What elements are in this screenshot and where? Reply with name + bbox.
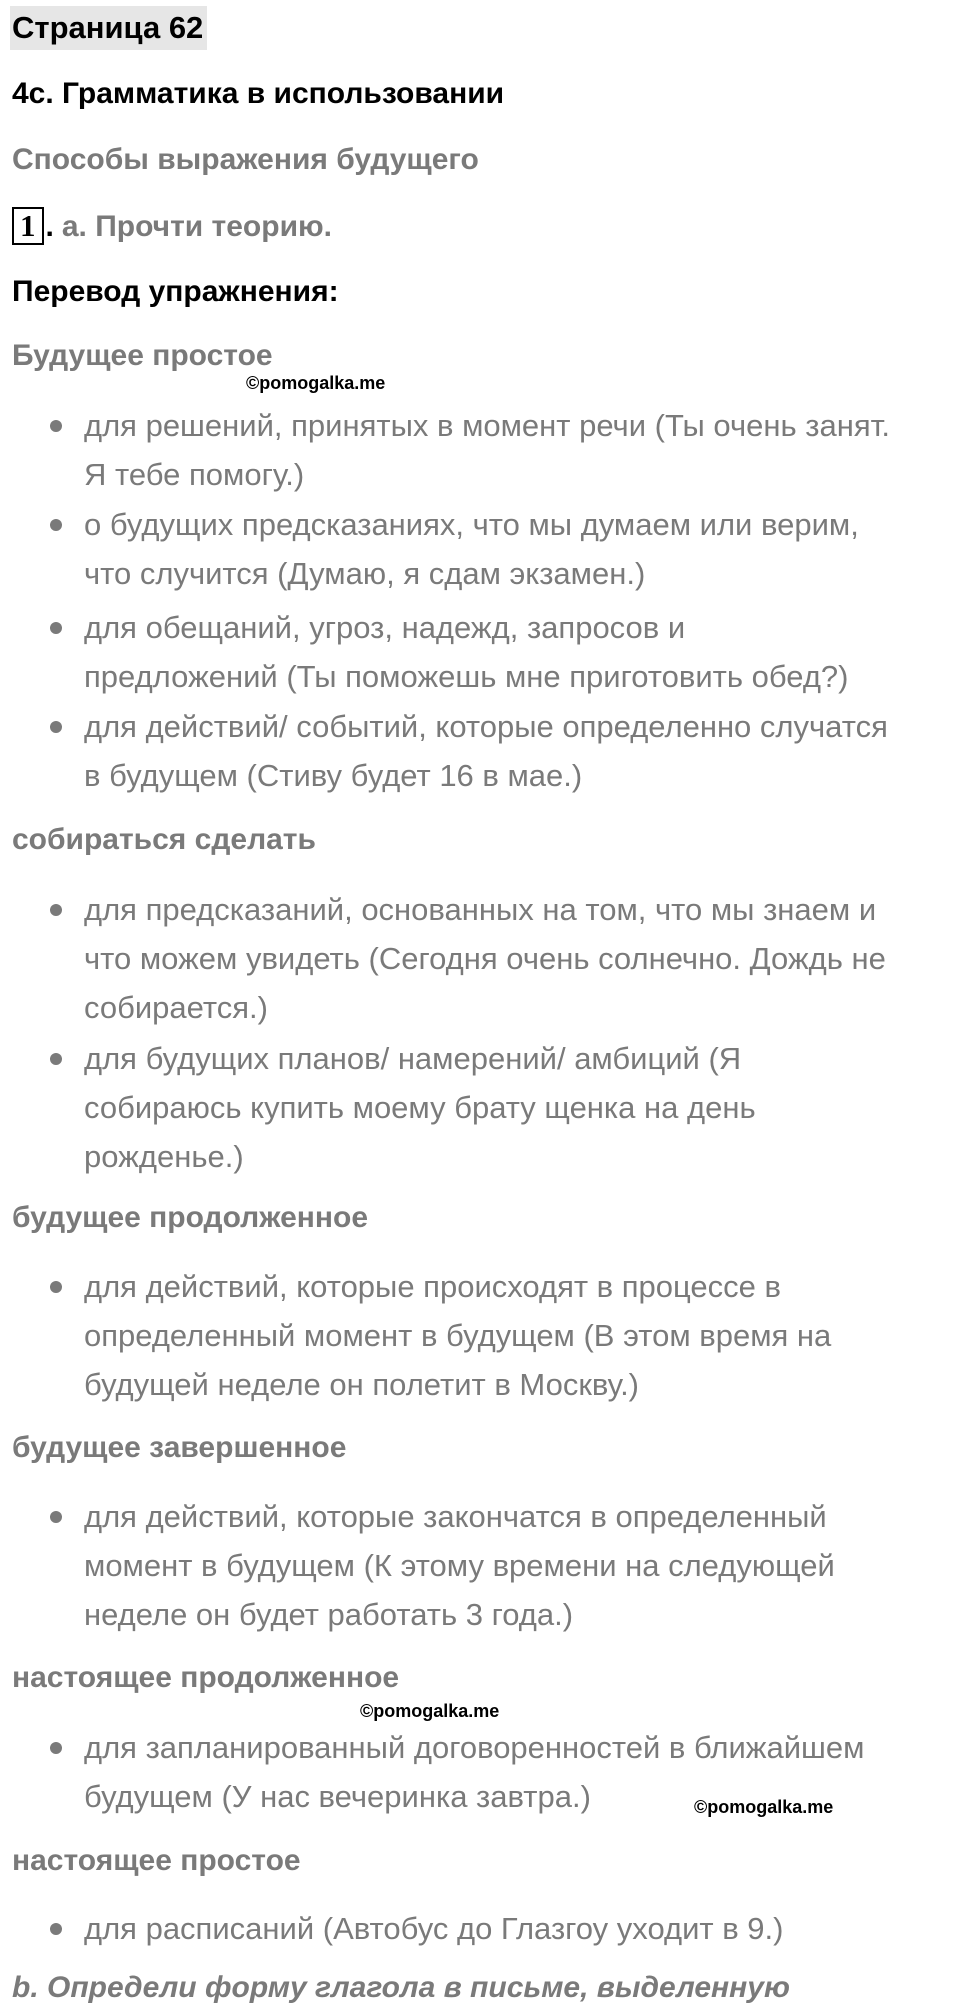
task-number-box: 1 — [12, 207, 44, 245]
list-item-line: для действий/ событий, которые определенно случатся — [84, 709, 888, 744]
list-item-line: для запланированный договоренностей в ближайшем — [84, 1730, 865, 1765]
section-title: Способы выражения будущего — [12, 143, 479, 176]
list-item-line: для обещаний, угроз, надежд, запросов и — [84, 610, 686, 645]
list-item-line: о будущих предсказаниях, что мы думаем или верим, — [84, 507, 859, 542]
list-item — [84, 603, 954, 701]
list-item-line: для предсказаний, основанных на том, что мы знаем и — [84, 892, 877, 927]
list-item-line: неделе он будет работать 3 года.) — [84, 1597, 574, 1632]
section-heading: настоящее простое — [12, 1844, 301, 1877]
section-heading: будущее завершенное — [12, 1431, 347, 1464]
list-item-line: для решений, принятых в момент речи (Ты очень занят. — [84, 408, 890, 443]
list-item-line: для действий, которые происходят в процессе в — [84, 1269, 781, 1304]
list-item-line: определенный момент в будущем (В этом время на — [84, 1318, 832, 1353]
list-item-line: момент в будущем (К этому времени на следующей — [84, 1548, 835, 1583]
list-item-line: Я тебе помогу.) — [84, 457, 305, 492]
page-number-label: Страница 62 — [10, 6, 207, 50]
list-item-line: предложений (Ты поможешь мне приготовить обед?) — [84, 659, 849, 694]
list-item — [84, 1904, 954, 1953]
section-heading: собираться сделать — [12, 823, 316, 856]
list-item — [84, 1492, 954, 1639]
list-item-line: что случится (Думаю, я сдам экзамен.) — [84, 556, 646, 591]
list-item-line: что можем увидеть (Сегодня очень солнечно. Дождь не — [84, 941, 886, 976]
list-item — [84, 401, 954, 499]
list-item — [84, 1262, 954, 1409]
watermark: ©pomogalka.me — [246, 373, 386, 393]
section-heading: будущее продолженное — [12, 1201, 369, 1234]
list-item-line: для будущих планов/ намерений/ амбиций (Я — [84, 1041, 742, 1076]
watermark: ©pomogalka.me — [694, 1797, 834, 1817]
section-heading: Будущее простое — [12, 339, 273, 372]
list-item-line: для расписаний (Автобус до Глазгоу уходит в 9.) — [84, 1911, 784, 1946]
task-line — [12, 206, 332, 248]
list-item — [84, 702, 954, 800]
list-item — [84, 885, 954, 1032]
list-item-line: собираюсь купить моему брату щенка на день — [84, 1090, 756, 1125]
lesson-title: 4c. Грамматика в использовании — [12, 77, 505, 110]
section-heading: настоящее продолженное — [12, 1661, 400, 1694]
list-item — [84, 500, 954, 598]
part-b-instruction: b. Определи форму глагола в письме, выделенную — [12, 1971, 790, 2004]
list-item-line: для действий, которые закончатся в определенный — [84, 1499, 827, 1534]
list-item-line: рожденье.) — [84, 1139, 244, 1174]
list-item-line: собирается.) — [84, 990, 268, 1025]
translation-heading: Перевод упражнения: — [12, 275, 339, 308]
task-text: a. Прочти теорию. — [61, 210, 332, 243]
task-number-dot: . — [45, 210, 54, 243]
list-item — [84, 1034, 954, 1181]
watermark: ©pomogalka.me — [360, 1701, 500, 1721]
list-item-line: будущей неделе он полетит в Москву.) — [84, 1367, 640, 1402]
list-item-line: будущем (У нас вечеринка завтра.) — [84, 1779, 591, 1814]
list-item-line: в будущем (Стиву будет 16 в мае.) — [84, 758, 583, 793]
